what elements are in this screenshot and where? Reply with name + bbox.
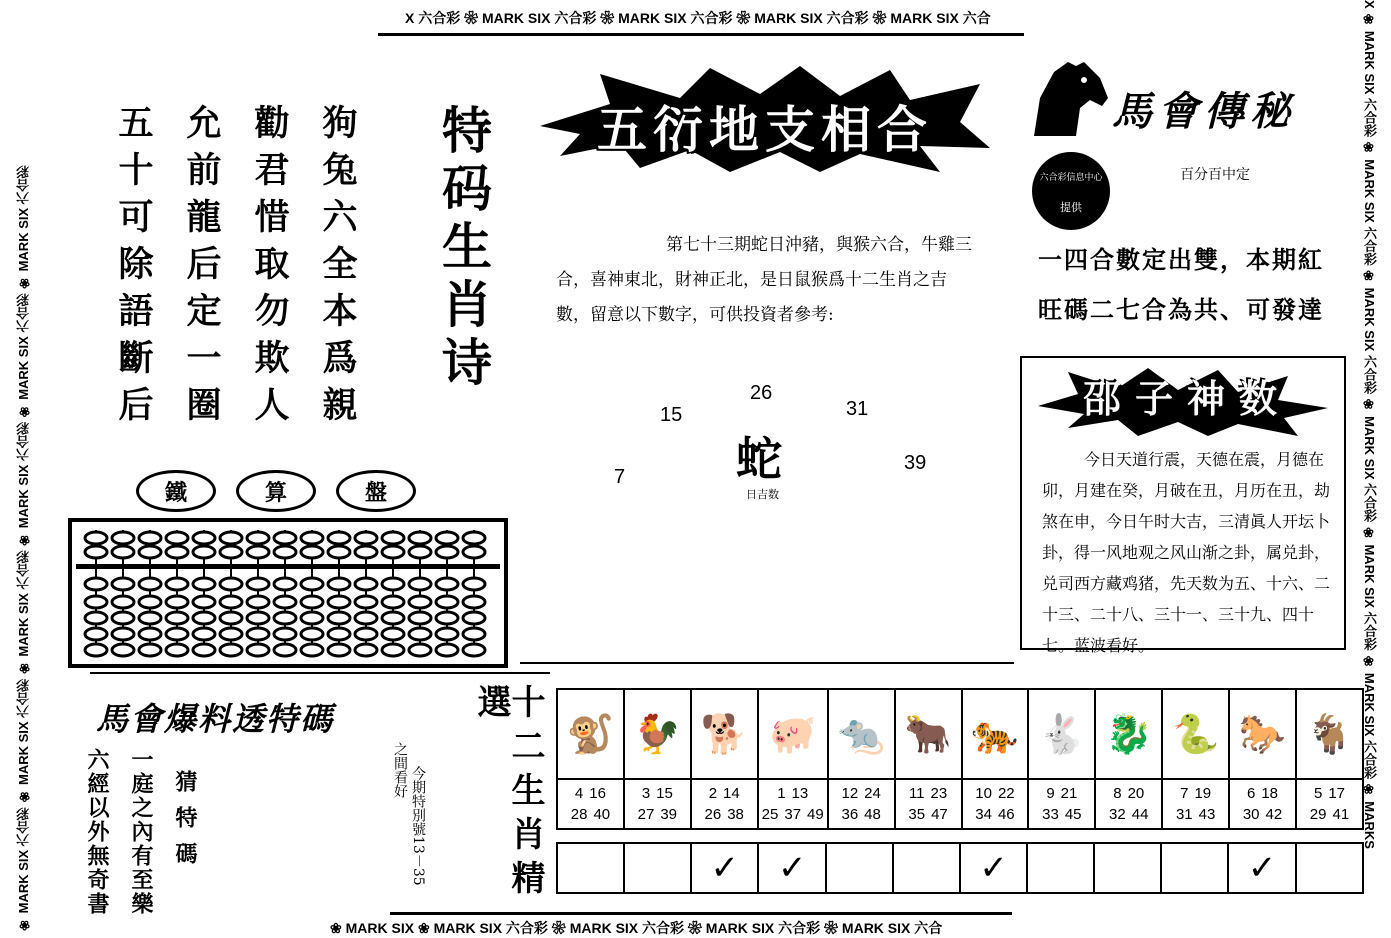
zodiac-number: 12: [841, 785, 859, 802]
zodiac-number: 23: [930, 785, 948, 802]
zodiac-numbers-cell: [624, 779, 691, 829]
abacus-bead: [355, 628, 377, 640]
abacus-bead: [436, 532, 458, 544]
abacus-bead: [85, 546, 107, 558]
zodiac-numbers-cell: [1296, 779, 1363, 829]
abacus-bead: [112, 578, 134, 590]
abacus-bead: [166, 532, 188, 544]
center-title: 五衍地支相合: [597, 100, 933, 159]
abacus-bead: [436, 578, 458, 590]
abacus-bead: [220, 644, 242, 656]
bottom-left-divider: [90, 672, 550, 674]
abacus-bead: [463, 628, 485, 640]
zodiac-check-cell: [1094, 843, 1161, 893]
zodiac-check-cell: [758, 843, 825, 893]
abacus-bead: [436, 628, 458, 640]
abacus-bead: [166, 546, 188, 558]
zodiac-number: 48: [864, 806, 881, 823]
zodiac-check-cell: [826, 843, 893, 893]
zodiac-number: 15: [656, 785, 673, 802]
abacus-bead: [382, 644, 404, 656]
abacus-bead: [247, 628, 269, 640]
zodiac-numbers-cell: [1229, 779, 1296, 829]
right-subtitle: 百分百中定: [1180, 167, 1250, 183]
zodiac-number: 37: [784, 806, 802, 823]
zodiac-number: 16: [589, 785, 606, 802]
zodiac-number: 25: [761, 806, 779, 823]
abacus-bead: [166, 612, 188, 624]
abacus-bead: [409, 532, 431, 544]
rat-icon: 🐀: [837, 712, 885, 756]
abacus-bead: [220, 532, 242, 544]
zodiac-numbers-cell: [557, 779, 624, 829]
abacus-bead: [382, 546, 404, 558]
zodiac-number: 14: [723, 785, 740, 802]
abacus-bead: [112, 644, 134, 656]
bottom-col-1: 猜特碼: [172, 770, 198, 878]
abacus-bead: [463, 612, 485, 624]
abacus-bead: [328, 628, 350, 640]
zodiac-caption: 日吉数: [746, 489, 779, 501]
zodiac-cell: [758, 689, 828, 779]
zodiac-number: 11: [908, 785, 925, 802]
zodiac-number: 46: [997, 806, 1015, 823]
shao-box: [1020, 356, 1346, 655]
shao-text: 今日天道行震，天德在震，月德在卯，月建在癸，月破在丑，月历在丑，劫煞在申，今日午时大吉，三清眞人开坛卜卦，得一风地观之风山渐之卦，属兑卦，兑司西方藏鸡猪，先天数为五、十六、二十三、二十八、三十一、三十九、四十七。蓝波看好。: [1042, 450, 1331, 655]
right-border-strip: X ❀ MARK SIX 六合彩 ❀ MARK SIX 六合彩 ❀ MARK SIX 六合彩 ❀ MARK SIX 六合彩 ❀ MARK SIX 六合彩 ❀ MARK SIX 六合彩 ❀ MARKS: [1362, 0, 1377, 849]
check-mark-icon: ✓: [1247, 848, 1277, 888]
abacus-bead: [301, 546, 323, 558]
abacus-bead: [328, 546, 350, 558]
abacus-bead: [409, 644, 431, 656]
abacus-bead: [112, 612, 134, 624]
abacus-bead: [382, 612, 404, 624]
horse-icon: 🐎: [1238, 712, 1287, 756]
zodiac-number: 38: [727, 806, 744, 823]
abacus-bead: [166, 596, 188, 608]
zodiac-number: 28: [570, 806, 588, 823]
zodiac-number: 20: [1127, 785, 1145, 802]
zodiac-number: 2: [708, 785, 718, 802]
zodiac-check-cell: [960, 843, 1027, 893]
abacus-bead: [85, 596, 107, 608]
section-divider: [520, 662, 1014, 664]
abacus-bead: [112, 628, 134, 640]
abacus-bead: [382, 532, 404, 544]
zodiac-cell: [691, 689, 758, 779]
abacus-bead: [409, 546, 431, 558]
zodiac-number: 34: [975, 806, 992, 823]
rabbit-icon: 🐇: [1038, 712, 1086, 756]
abacus-bead: [274, 546, 296, 558]
zodiac-number: 17: [1328, 785, 1345, 802]
lucky-number-4: 7: [614, 466, 626, 488]
zodiac-table: [556, 688, 1364, 830]
abacus-bead: [220, 596, 242, 608]
abacus-bead: [139, 612, 161, 624]
zodiac-character: 蛇: [736, 432, 782, 486]
abacus-bead: [463, 532, 485, 544]
zodiac-number: 21: [1060, 785, 1078, 802]
abacus-bead: [85, 532, 107, 544]
provider-stamp: [1032, 152, 1110, 230]
bottom-left-title: 馬會爆料透特碼: [96, 700, 335, 738]
monkey-icon: 🐒: [566, 712, 615, 756]
zodiac-number: 44: [1131, 806, 1149, 823]
abacus-bead: [85, 578, 107, 590]
zodiac-number: 1: [777, 785, 786, 802]
abacus-title-char-2: 算: [236, 470, 316, 512]
bottom-border-strip: ❀ MARK SIX ❀ MARK SIX 六合彩 ❀ MARK SIX 六合彩 ❀ MARK SIX 六合彩 ❀ MARK SIX 六合: [330, 920, 943, 936]
lucky-number-3: 31: [846, 398, 869, 420]
zodiac-number: 47: [931, 806, 948, 823]
zodiac-number: 6: [1247, 785, 1256, 802]
check-mark-icon: ✓: [710, 848, 739, 888]
zodiac-check-cell: [1296, 843, 1363, 893]
abacus-bead: [301, 612, 323, 624]
abacus-bead: [193, 532, 215, 544]
abacus-bead: [301, 596, 323, 608]
top-border-line: [378, 33, 1024, 36]
zodiac-number: 40: [593, 806, 611, 823]
abacus-bead: [355, 532, 377, 544]
abacus-bead: [274, 532, 296, 544]
abacus-bead: [247, 596, 269, 608]
abacus-bead: [247, 612, 269, 624]
abacus-bead: [139, 578, 161, 590]
abacus-bead: [382, 628, 404, 640]
abacus-bead: [193, 612, 215, 624]
abacus-bead: [220, 628, 242, 640]
zodiac-cell: [1296, 689, 1363, 779]
abacus-title-char-1: 鐵: [136, 470, 216, 512]
abacus-bead: [436, 644, 458, 656]
abacus-bead: [355, 612, 377, 624]
zodiac-number: 29: [1309, 806, 1327, 823]
poem-column-4: 五十可除語斷后: [113, 104, 154, 433]
zodiac-number-row: [557, 779, 1363, 829]
bottom-note-1: 今期特別號13－35: [410, 766, 426, 886]
zodiac-numbers-cell: [691, 779, 758, 829]
zodiac-number: 30: [1242, 806, 1260, 823]
zodiac-icon-row: [557, 689, 1363, 779]
zodiac-cell: [557, 689, 624, 779]
abacus-bead: [193, 644, 215, 656]
check-mark-icon: ✓: [979, 848, 1008, 888]
zodiac-number: 26: [704, 806, 722, 823]
abacus-bead: [220, 578, 242, 590]
abacus-bead: [274, 644, 296, 656]
zodiac-check-cell: [1027, 843, 1094, 893]
abacus-bead: [301, 532, 323, 544]
abacus-bead: [328, 578, 350, 590]
abacus-bead: [85, 628, 107, 640]
right-line-2: 旺碼二七合為共、可發達: [1038, 295, 1324, 324]
abacus-bead: [301, 644, 323, 656]
bottom-side-title: 十二生肖精選: [471, 684, 545, 904]
zodiac-number: 42: [1265, 806, 1283, 823]
zodiac-cell: [1028, 689, 1095, 779]
lucky-number-1: 15: [660, 404, 683, 426]
zodiac-check-cell: [691, 843, 758, 893]
top-border-strip: X 六合彩 ❀ MARK SIX 六合彩 ❀ MARK SIX 六合彩 ❀ MARK SIX 六合彩 ❀ MARK SIX 六合: [405, 10, 991, 26]
zodiac-number: 36: [841, 806, 859, 823]
zodiac-number: 3: [641, 785, 651, 802]
zodiac-cell: [895, 689, 962, 779]
abacus-bead: [166, 644, 188, 656]
zodiac-numbers-cell: [758, 779, 828, 829]
abacus-bead: [193, 546, 215, 558]
rooster-icon: 🐓: [633, 712, 681, 756]
lucky-number-5: 39: [904, 452, 927, 474]
zodiac-numbers-cell: [1162, 779, 1229, 829]
zodiac-number: 18: [1261, 785, 1279, 802]
abacus-bead: [463, 578, 485, 590]
zodiac-number: 7: [1180, 785, 1189, 802]
lucky-number-2: 26: [750, 382, 773, 404]
abacus-bead: [382, 596, 404, 608]
zodiac-cell: [962, 689, 1029, 779]
zodiac-check-cell: [624, 843, 691, 893]
abacus-title-char-3: 盤: [336, 470, 416, 512]
zodiac-number: 35: [908, 806, 926, 823]
zodiac-numbers-cell: [1028, 779, 1095, 829]
dragon-icon: 🐉: [1105, 712, 1153, 756]
bottom-col-3: 六經以外無奇書: [84, 748, 110, 916]
abacus-bead: [220, 612, 242, 624]
abacus-bead: [274, 578, 296, 590]
abacus-bead: [328, 612, 350, 624]
shao-title: 邵子神数: [1082, 376, 1291, 421]
zodiac-cell: [828, 689, 895, 779]
left-border-strip: ❀ MARK SIX 六合彩 ❀ MARK SIX 六合彩 ❀ MARK SIX 六合彩 ❀ MARK SIX 六合彩 ❀ MARK SIX 六合彩 ❀ MARK SIX 六合彩: [16, 165, 31, 932]
zodiac-number: 13: [791, 785, 809, 802]
zodiac-numbers-cell: [962, 779, 1029, 829]
dog-icon: 🐕: [700, 712, 748, 756]
zodiac-cell: [1229, 689, 1296, 779]
poem-title: 特码生肖诗: [434, 104, 493, 394]
pig-icon: 🐖: [769, 712, 817, 756]
zodiac-numbers-cell: [1095, 779, 1162, 829]
stamp-top-text: 六合彩信息中心: [1039, 173, 1103, 183]
abacus-bead: [274, 628, 296, 640]
zodiac-check-cell: [1161, 843, 1228, 893]
poem-column-2: 勸君惜取勿欺人: [249, 104, 290, 433]
abacus-bead: [436, 546, 458, 558]
center-title-banner: [540, 64, 990, 174]
zodiac-number: 33: [1042, 806, 1059, 823]
zodiac-number: 4: [574, 785, 584, 802]
abacus-bead: [355, 596, 377, 608]
right-line-1: 一四合數定出雙，本期紅: [1038, 245, 1324, 274]
check-mark-icon: ✓: [777, 848, 807, 888]
zodiac-number: 31: [1175, 806, 1193, 823]
zodiac-number: 41: [1332, 806, 1350, 823]
abacus-bead: [139, 628, 161, 640]
zodiac-number: 32: [1109, 806, 1126, 823]
zodiac-number: 19: [1194, 785, 1212, 802]
zodiac-number: 45: [1064, 806, 1082, 823]
abacus-bead: [463, 596, 485, 608]
poem-column-3: 允前龍后定一圈: [181, 104, 222, 433]
abacus-bead: [193, 578, 215, 590]
zodiac-number: 43: [1198, 806, 1216, 823]
abacus-bead: [193, 596, 215, 608]
horse-head-icon: [1024, 58, 1110, 138]
abacus-bead: [301, 628, 323, 640]
abacus-bead: [355, 644, 377, 656]
zodiac-check-cell: [557, 843, 624, 893]
zodiac-cell: [1095, 689, 1162, 779]
zodiac-check-cell: [1228, 843, 1295, 893]
right-title: 馬會傳秘: [1112, 88, 1296, 135]
goat-icon: 🐐: [1305, 712, 1354, 756]
abacus-bead: [328, 644, 350, 656]
abacus-bead: [247, 532, 269, 544]
abacus-bead: [463, 644, 485, 656]
abacus-bead: [139, 532, 161, 544]
zodiac-check-cell: [893, 843, 960, 893]
zodiac-cell: [624, 689, 691, 779]
zodiac-check-row: [557, 843, 1363, 893]
center-paragraph: 第七十三期蛇日沖豬，與猴六合，牛雞三合，喜神東北，財神正北，是日鼠猴爲十二生肖之吉數，留意以下數字，可供投資者參考:: [556, 235, 972, 325]
abacus-bead: [409, 596, 431, 608]
abacus-bead: [274, 612, 296, 624]
abacus-image: [68, 518, 508, 668]
zodiac-number: 49: [807, 806, 824, 823]
abacus-bead: [139, 546, 161, 558]
abacus-bead: [355, 546, 377, 558]
snake-icon: 🐍: [1171, 712, 1220, 756]
abacus-bead: [301, 578, 323, 590]
abacus-bead: [247, 578, 269, 590]
zodiac-number: 8: [1113, 785, 1122, 802]
ox-icon: 🐂: [904, 712, 952, 756]
zodiac-number: 10: [975, 785, 992, 802]
abacus-bead: [274, 596, 296, 608]
abacus-bead: [409, 612, 431, 624]
zodiac-number: 24: [864, 785, 881, 802]
zodiac-cell: [1162, 689, 1229, 779]
zodiac-numbers-cell: [895, 779, 962, 829]
poem-column-1: 狗兔六全本爲親: [317, 104, 358, 433]
check-table: [556, 842, 1364, 894]
abacus-bead: [166, 628, 188, 640]
abacus-bead: [409, 628, 431, 640]
abacus-bead: [85, 612, 107, 624]
abacus-bead: [112, 532, 134, 544]
abacus-bead: [85, 644, 107, 656]
abacus-bead: [463, 546, 485, 558]
bottom-note-2: 之間看好: [392, 742, 408, 798]
abacus-bead: [382, 578, 404, 590]
abacus-bead: [328, 532, 350, 544]
abacus-bead: [328, 596, 350, 608]
abacus-bead: [355, 578, 377, 590]
abacus-bead: [409, 578, 431, 590]
abacus-beads: [72, 522, 504, 664]
abacus-bead: [220, 546, 242, 558]
zodiac-numbers-cell: [828, 779, 895, 829]
abacus-bead: [112, 596, 134, 608]
zodiac-number: 5: [1313, 785, 1323, 802]
abacus-bead: [139, 644, 161, 656]
zodiac-number: 39: [660, 806, 678, 823]
abacus-bead: [112, 546, 134, 558]
zodiac-number: 9: [1046, 785, 1055, 802]
abacus-bead: [247, 644, 269, 656]
abacus-bead: [247, 546, 269, 558]
abacus-bead: [166, 578, 188, 590]
abacus-bead: [436, 596, 458, 608]
tiger-icon: 🐅: [971, 712, 1019, 756]
zodiac-number: 22: [997, 785, 1015, 802]
abacus-bead: [139, 596, 161, 608]
bottom-col-2: 一庭之內有至樂: [128, 748, 154, 916]
stamp-bottom-text: 提供: [1060, 201, 1082, 214]
abacus-bead: [193, 628, 215, 640]
zodiac-number: 27: [637, 806, 655, 823]
abacus-bead: [436, 612, 458, 624]
